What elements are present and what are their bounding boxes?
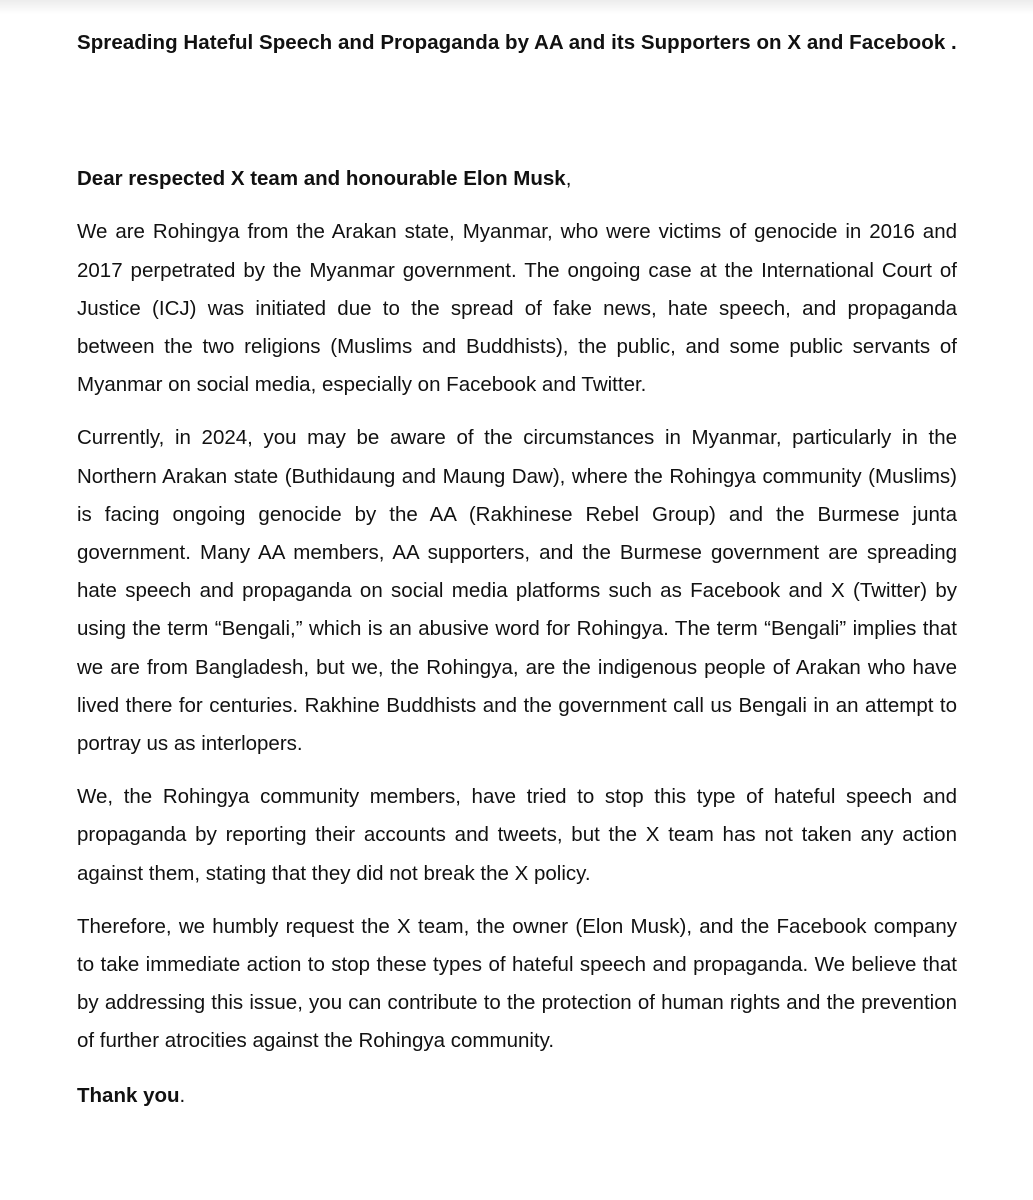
paragraph-intro: We are Rohingya from the Arakan state, Myanmar, who were victims of genocide in 2016 and 2017 perpetrated by the Myanmar government. The ongoing case at the International Court of Justice (ICJ) was initiated due to the spread of fake news, hate speech, and propaganda between the two religions (Muslims and Buddhists), the public, and some public servants of Myanmar on social media, especially on Facebook and Twitter. <box>77 220 957 397</box>
letter-title: Spreading Hateful Speech and Propaganda by AA and its Supporters on X and Facebook . <box>77 31 957 54</box>
paragraph-reporting-attempts: We, the Rohingya community members, have tried to stop this type of hateful speech and propaganda by reporting their accounts and tweets, but the X team has not taken any action against them, stating that they did not break the X policy. <box>77 785 957 885</box>
salutation <box>77 160 957 198</box>
salutation-text: Dear respected X team and honourable Elon Musk <box>77 167 566 191</box>
top-edge-shadow <box>0 0 1033 14</box>
salutation-punct: , <box>565 167 572 191</box>
closing-text: Thank you <box>77 1083 180 1107</box>
closing <box>77 1077 957 1115</box>
closing-punct: . <box>179 1083 186 1107</box>
paragraph-request: Therefore, we humbly request the X team, the owner (Elon Musk), and the Facebook company to take immediate action to stop these types of hateful speech and propaganda. We believe that by addressing this issue, you can contribute to the protection of human rights and the prevention of further atrocities against the Rohingya community. <box>77 914 957 1053</box>
letter-body <box>77 24 957 1115</box>
paragraph-current-situation: Currently, in 2024, you may be aware of the circumstances in Myanmar, particularly in the Northern Arakan state (Buthidaung and Maung Daw), where the Rohingya community (Muslims) is facing ongoing genocide by the AA (Rakhinese Rebel Group) and the Burmese junta government. Many AA members, AA supporters, and the Burmese government are spreading hate speech and propaganda on social media platforms such as Facebook and X (Twitter) by using the term “Bengali,” which is an abusive word for Rohingya. The term “Bengali” implies that we are from Bangladesh, but we, the Rohingya, are the indigenous people of Arakan who have lived there for centuries. Rakhine Buddhists and the government call us Bengali in an attempt to portray us as interlopers. <box>77 426 957 756</box>
